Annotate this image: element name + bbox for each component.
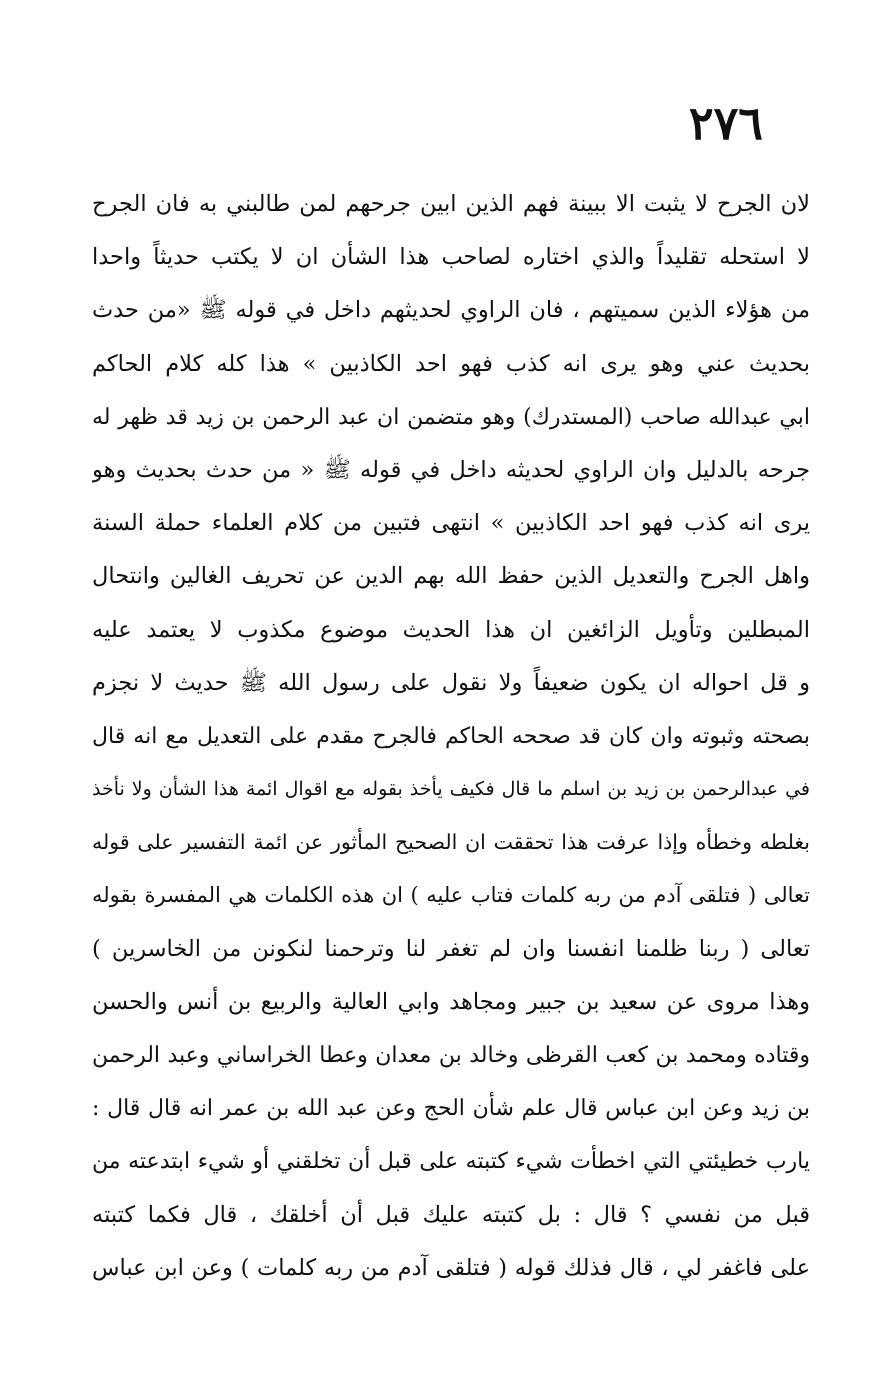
text-line: بن زيد وعن ابن عباس قال علم شأن الحج وعن عبد الله بن عمر انه قال قال :	[92, 1096, 810, 1122]
body-text	[92, 178, 810, 1295]
page-number: ٢٧٦	[688, 96, 763, 150]
text-line: لا استحله تقليداً والذي اختاره لصاحب هذا الشأن ان لا يكتب حديثاً واحدا	[92, 244, 810, 271]
text-line: بصحته وثبوته وان كان قد صححه الحاكم فالجرح مقدم على التعديل مع انه قال	[92, 723, 810, 749]
text-line: لان الجرح لا يثبت الا ببينة فهم الذين ابين جرحهم لمن طالبني به فان الجرح	[92, 191, 810, 217]
text-line: واهل الجرح والتعديل الذين حفظ الله بهم الدين عن تحريف الغالين وانتحال	[92, 563, 810, 590]
text-line: تعالى ( ربنا ظلمنا انفسنا وان لم تغفر لنا وترحمنا لنكونن من الخاسرين )	[92, 935, 810, 962]
text-line: تعالى ( فتلقى آدم من ربه كلمات فتاب عليه ) ان هذه الكلمات هي المفسرة بقوله	[92, 883, 810, 908]
text-line: في عبدالرحمن بن زيد بن اسلم ما قال فكيف يأخذ بقوله مع اقوال ائمة هذا الشأن ولا نأخذ	[92, 778, 810, 801]
text-line: و قل احواله ان يكون ضعيفاً ولا نقول على رسول الله ﷺ حديث لا نجزم	[92, 669, 810, 696]
text-line: على فاغفر لي ، قال فذلك قوله ( فتلقى آدم من ربه كلمات ) وعن ابن عباس	[92, 1254, 810, 1281]
text-line: قبل من نفسي ؟ قال : بل كتبته عليك قبل أن أخلقك ، قال فكما كتبته	[92, 1201, 810, 1228]
text-line: المبطلين وتأويل الزائغين ان هذا الحديث موضوع مكذوب لا يعتمد عليه	[92, 616, 810, 643]
text-line: وقتاده ومحمد بن كعب القرظى وخالد بن معدان وعطا الخراساني وعبد الرحمن	[92, 1043, 810, 1068]
text-line: يارب خطيئتي التي اخطأت شيء كتبته على قبل أن تخلقني أو شيء ابتدعته من	[92, 1149, 810, 1175]
text-line: بحديث عني وهو يرى انه كذب فهو احد الكاذبين » هذا كله كلام الحاكم	[92, 350, 810, 377]
text-line: بغلطه وخطأه وإذا عرفت هذا تحققت ان الصحيح المأثور عن ائمة التفسير على قوله	[92, 830, 810, 855]
text-line: وهذا مروى عن سعيد بن جبير ومجاهد وابي العالية والربيع بن أنس والحسن	[92, 988, 810, 1015]
text-line: يرى انه كذب فهو احد الكاذبين » انتهى فتبين من كلام العلماء حملة السنة	[92, 510, 810, 537]
text-line: ابي عبدالله صاحب (المستدرك) وهو متضمن ان عبد الرحمن بن زيد قد ظهر له	[92, 404, 810, 430]
text-line: من هؤلاء الذين سميتهم ، فان الراوي لحديثهم داخل في قوله ﷺ «من حدث	[92, 297, 810, 324]
text-line: جرحه بالدليل وان الراوي لحديثه داخل في قوله ﷺ « من حدث بحديث وهو	[92, 456, 810, 483]
